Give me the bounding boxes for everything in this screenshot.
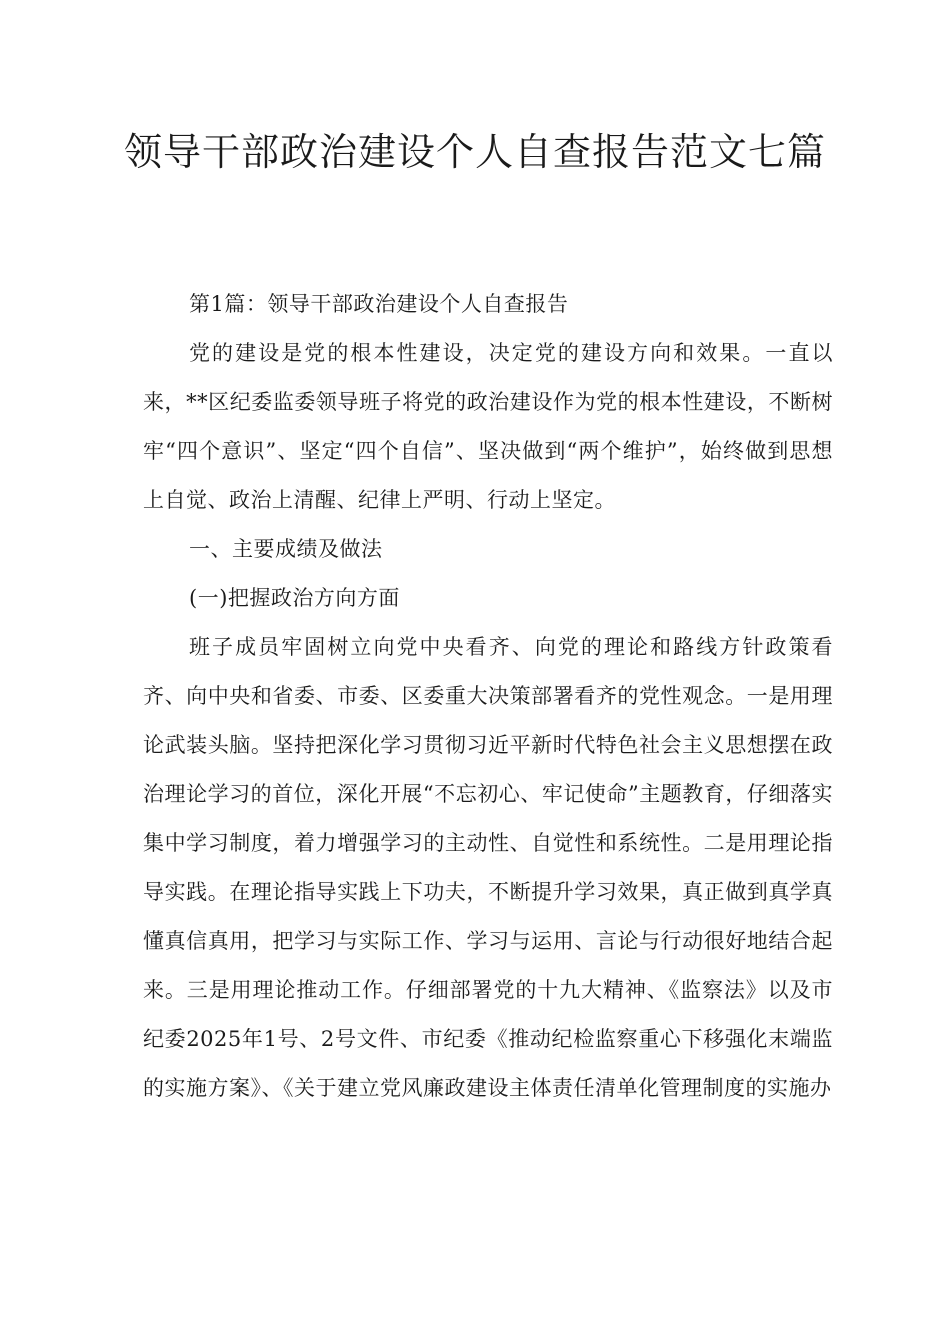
body-paragraph: 班子成员牢固树立向党中央看齐、向党的理论和路线方针政策看齐、向中央和省委、市委、区委重大决策部署看齐的党性观念。一是用理论武装头脑。坚持把深化学习贯彻习近平新时代特色社会主义思想摆在政治理论学习的首位，深化开展“不忘初心、牢记使命”主题教育，仔细落实集中学习制度，着力增强学习的主动性、自觉性和系统性。二是用理论指导实践。在理论指导实践上下功夫，不断提升学习效果，真正做到真学真懂真信真用，把学习与实际工作、学习与运用、言论与行动很好地结合起来。三是用理论推动工作。仔细部署党的十九大精神、《监察法》以及市纪委2025年1号、2号文件、市纪委《推动纪检监察重心下移强化末端监的实施方案》、《关于建立党风廉政建设主体责任清单化管理制度的实施办 (143, 635, 833, 1100)
subsection-heading-political-direction: (一)把握政治方向方面 (189, 586, 400, 610)
document-title: 领导干部政治建设个人自查报告范文七篇 (123, 130, 826, 174)
intro-paragraph: 党的建设是党的根本性建设，决定党的建设方向和效果。一直以来，**区纪委监委领导班子将党的政治建设作为党的根本性建设，不断树牢“四个意识”、坚定“四个自信”、坚决做到“两个维护”，始终做到思想上自觉、政治上清醒、纪律上严明、行动上坚定。 (143, 341, 833, 512)
section-heading-part-1: 第1篇：领导干部政治建设个人自查报告 (189, 292, 569, 316)
section-heading-achievements: 一、主要成绩及做法 (189, 537, 383, 561)
document-body (143, 280, 833, 1113)
